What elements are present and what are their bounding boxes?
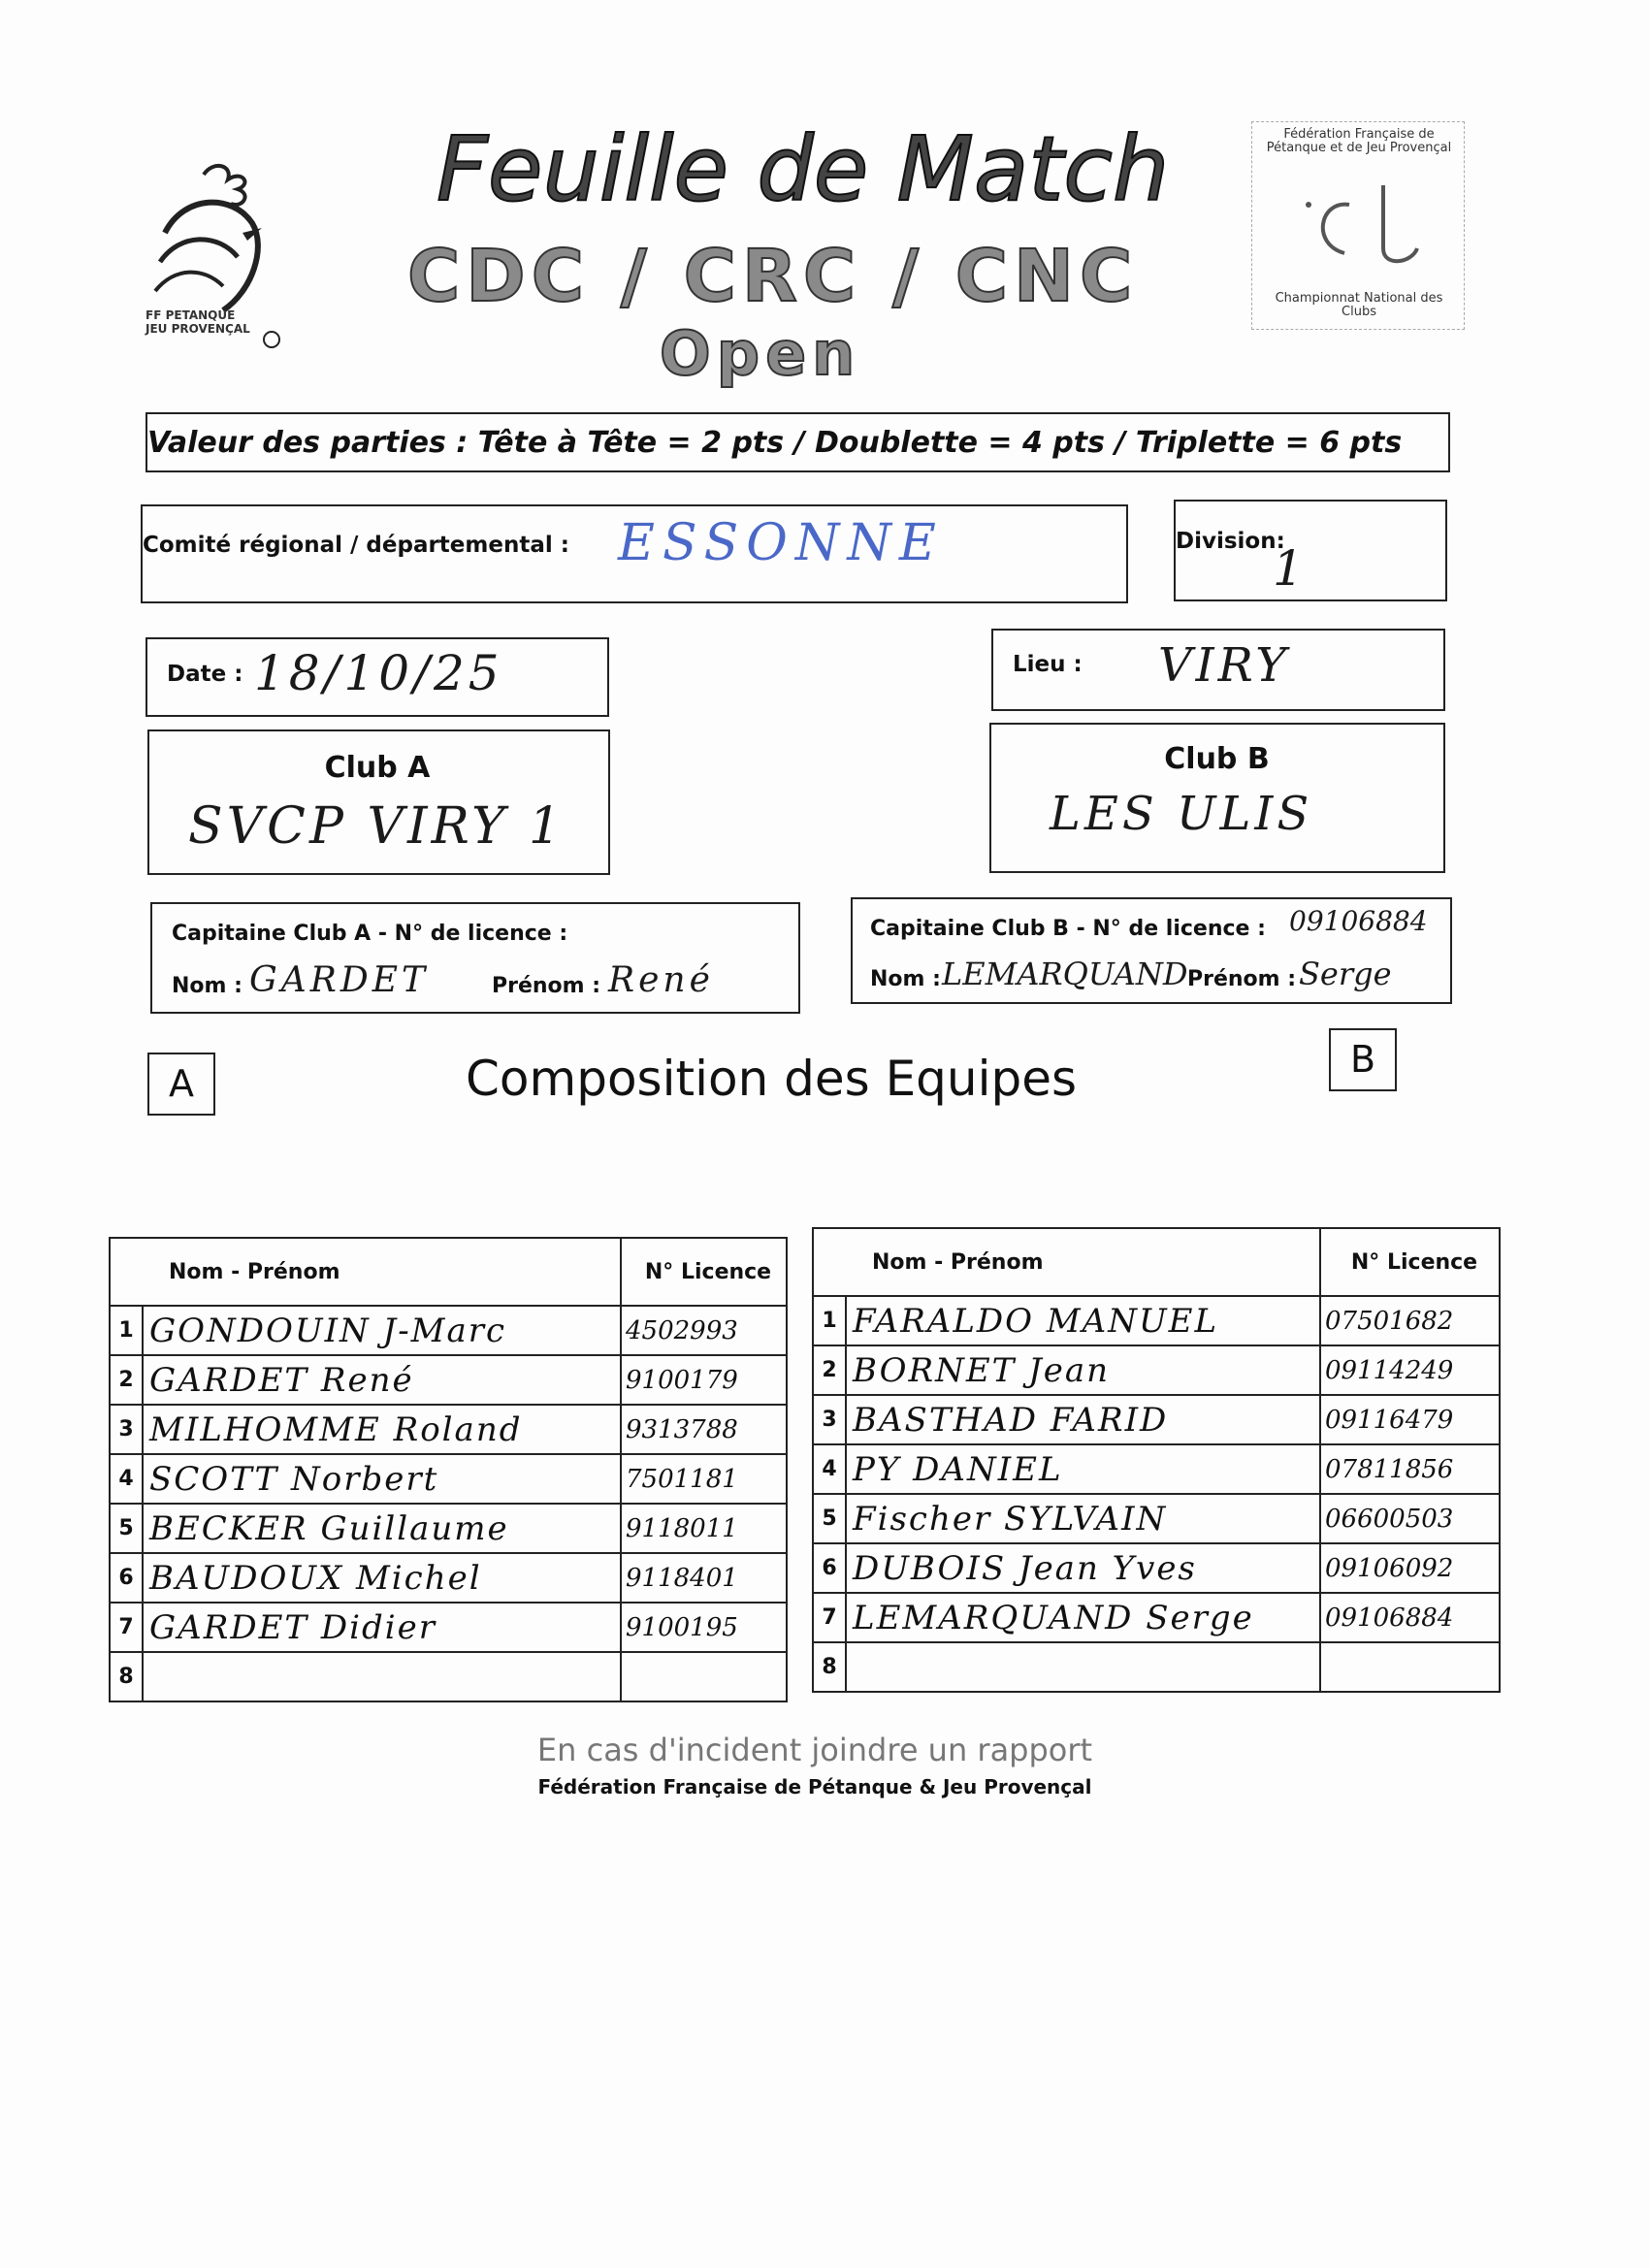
table-row: [110, 1504, 787, 1553]
page-title: Feuille de Match: [436, 117, 1170, 221]
captain-b-nom[interactable]: LEMARQUAND: [942, 956, 1188, 992]
player-name[interactable]: GARDET René: [143, 1355, 621, 1405]
division-box: [1174, 500, 1447, 601]
lieu-box: [991, 629, 1445, 711]
team-a-table: [109, 1237, 788, 1702]
player-name[interactable]: PY DANIEL: [846, 1444, 1320, 1494]
player-name[interactable]: BORNET Jean: [846, 1345, 1320, 1395]
division-label: Division:: [1176, 529, 1285, 554]
captain-b-nom-label: Nom :: [870, 967, 941, 991]
player-licence[interactable]: 09106092: [1320, 1543, 1500, 1593]
club-b-box: [989, 723, 1445, 873]
row-number: 8: [110, 1652, 143, 1701]
captain-b-label: Capitaine Club B - N° de licence :: [870, 917, 1266, 941]
table-row: [110, 1405, 787, 1454]
row-number: 6: [110, 1553, 143, 1603]
player-name[interactable]: BECKER Guillaume: [143, 1504, 621, 1553]
row-number: 1: [110, 1306, 143, 1355]
row-number: 4: [813, 1444, 846, 1494]
player-licence[interactable]: 4502993: [621, 1306, 787, 1355]
incident-note: En cas d'incident joindre un rapport: [536, 1732, 1093, 1768]
player-licence[interactable]: 09106884: [1320, 1593, 1500, 1642]
player-licence[interactable]: 09116479: [1320, 1395, 1500, 1444]
player-name[interactable]: FARALDO MANUEL: [846, 1296, 1320, 1345]
team-b-name-header: Nom - Prénom: [813, 1228, 1320, 1296]
captain-a-prenom[interactable]: René: [608, 960, 714, 1000]
team-a-licence-header: N° Licence: [621, 1238, 787, 1306]
row-number: 6: [813, 1543, 846, 1593]
comite-label: Comité régional / départemental :: [143, 533, 569, 558]
captain-a-prenom-label: Prénom :: [492, 974, 601, 998]
captain-b-prenom-label: Prénom :: [1187, 967, 1297, 991]
player-name[interactable]: BAUDOUX Michel: [143, 1553, 621, 1603]
captain-b-box: [851, 897, 1452, 1004]
cnc-logo: [1251, 121, 1465, 330]
table-row: [813, 1593, 1500, 1642]
row-number: 8: [813, 1642, 846, 1692]
table-row: [110, 1454, 787, 1504]
player-licence[interactable]: 7501181: [621, 1454, 787, 1504]
captain-b-prenom[interactable]: Serge: [1299, 956, 1392, 992]
player-name[interactable]: Fischer SYLVAIN: [846, 1494, 1320, 1543]
player-name[interactable]: [846, 1642, 1320, 1692]
team-b-badge: B: [1329, 1028, 1397, 1091]
player-licence[interactable]: 9313788: [621, 1405, 787, 1454]
row-number: 5: [813, 1494, 846, 1543]
team-b-header-row: [813, 1228, 1500, 1296]
captain-a-label: Capitaine Club A - N° de licence :: [172, 922, 568, 946]
team-a-badge: A: [147, 1053, 215, 1116]
captain-a-box: [150, 902, 800, 1014]
team-b-table: [812, 1227, 1501, 1693]
division-value[interactable]: 1: [1273, 540, 1308, 597]
player-name[interactable]: DUBOIS Jean Yves: [846, 1543, 1320, 1593]
date-box: [146, 637, 609, 717]
row-number: 2: [110, 1355, 143, 1405]
club-a-box: [147, 729, 610, 875]
date-label: Date :: [167, 662, 243, 687]
lieu-label: Lieu :: [1013, 652, 1083, 677]
player-name[interactable]: BASTHAD FARID: [846, 1395, 1320, 1444]
player-licence[interactable]: [621, 1652, 787, 1701]
player-licence[interactable]: 9118401: [621, 1553, 787, 1603]
player-name[interactable]: SCOTT Norbert: [143, 1454, 621, 1504]
row-number: 7: [110, 1603, 143, 1652]
row-number: 2: [813, 1345, 846, 1395]
team-b-licence-header: N° Licence: [1320, 1228, 1500, 1296]
player-licence[interactable]: 06600503: [1320, 1494, 1500, 1543]
logo-left-text: FF PETANQUE JEU PROVENÇAL: [146, 308, 250, 336]
table-row: [813, 1395, 1500, 1444]
player-licence[interactable]: 07811856: [1320, 1444, 1500, 1494]
player-licence[interactable]: 9118011: [621, 1504, 787, 1553]
player-name[interactable]: GONDOUIN J-Marc: [143, 1306, 621, 1355]
logo-right-bottom-text: Championnat National des Clubs: [1275, 291, 1443, 319]
table-row: [813, 1345, 1500, 1395]
team-a-name-header: Nom - Prénom: [110, 1238, 621, 1306]
captain-a-nom[interactable]: GARDET: [249, 960, 430, 1000]
date-value[interactable]: 18/10/25: [254, 645, 503, 701]
club-b-label: Club B: [1164, 742, 1270, 776]
captain-b-licence[interactable]: 09106884: [1289, 905, 1428, 937]
table-row: [110, 1652, 787, 1701]
competition-subtitle: CDC / CRC / CNC: [407, 235, 1139, 318]
composition-title: Composition des Equipes: [466, 1051, 1078, 1107]
table-row: [110, 1553, 787, 1603]
player-name[interactable]: MILHOMME Roland: [143, 1405, 621, 1454]
player-licence[interactable]: 9100179: [621, 1355, 787, 1405]
row-number: 4: [110, 1454, 143, 1504]
valeur-text: Valeur des parties : Tête à Tête = 2 pts / Doublette = 4 pts / Triplette = 6 pts: [147, 426, 1403, 460]
table-row: [813, 1642, 1500, 1692]
player-licence[interactable]: 9100195: [621, 1603, 787, 1652]
logo-right-top-text: Fédération Française de Pétanque et de Jeu Provençal: [1266, 127, 1452, 155]
comite-box: [141, 504, 1128, 603]
open-label: Open: [660, 318, 861, 389]
player-licence[interactable]: [1320, 1642, 1500, 1692]
row-number: 5: [110, 1504, 143, 1553]
captain-a-licence[interactable]: [608, 914, 783, 953]
table-row: [110, 1355, 787, 1405]
lieu-value[interactable]: VIRY: [1158, 638, 1290, 693]
club-b-value[interactable]: LES ULIS: [1050, 787, 1313, 841]
table-row: [813, 1494, 1500, 1543]
club-a-value[interactable]: SVCP VIRY 1: [188, 797, 566, 856]
table-row: [813, 1296, 1500, 1345]
row-number: 1: [813, 1296, 846, 1345]
player-licence[interactable]: 09114249: [1320, 1345, 1500, 1395]
table-row: [813, 1444, 1500, 1494]
row-number: 3: [110, 1405, 143, 1454]
table-row: [110, 1603, 787, 1652]
comite-value[interactable]: ESSONNE: [618, 514, 944, 572]
player-name[interactable]: LEMARQUAND Serge: [846, 1593, 1320, 1642]
team-a-header-row: [110, 1238, 787, 1306]
table-row: [813, 1543, 1500, 1593]
club-a-label: Club A: [324, 751, 431, 785]
row-number: 3: [813, 1395, 846, 1444]
row-number: 7: [813, 1593, 846, 1642]
table-row: [110, 1306, 787, 1355]
player-licence[interactable]: 07501682: [1320, 1296, 1500, 1345]
player-name[interactable]: GARDET Didier: [143, 1603, 621, 1652]
valeur-box: [146, 412, 1450, 472]
captain-a-nom-label: Nom :: [172, 974, 242, 998]
cnc-emblem-icon: [1291, 176, 1427, 273]
ffpjp-logo: [146, 155, 301, 349]
player-name[interactable]: [143, 1652, 621, 1701]
federation-footer: Fédération Française de Pétanque & Jeu Provençal: [537, 1775, 1092, 1798]
